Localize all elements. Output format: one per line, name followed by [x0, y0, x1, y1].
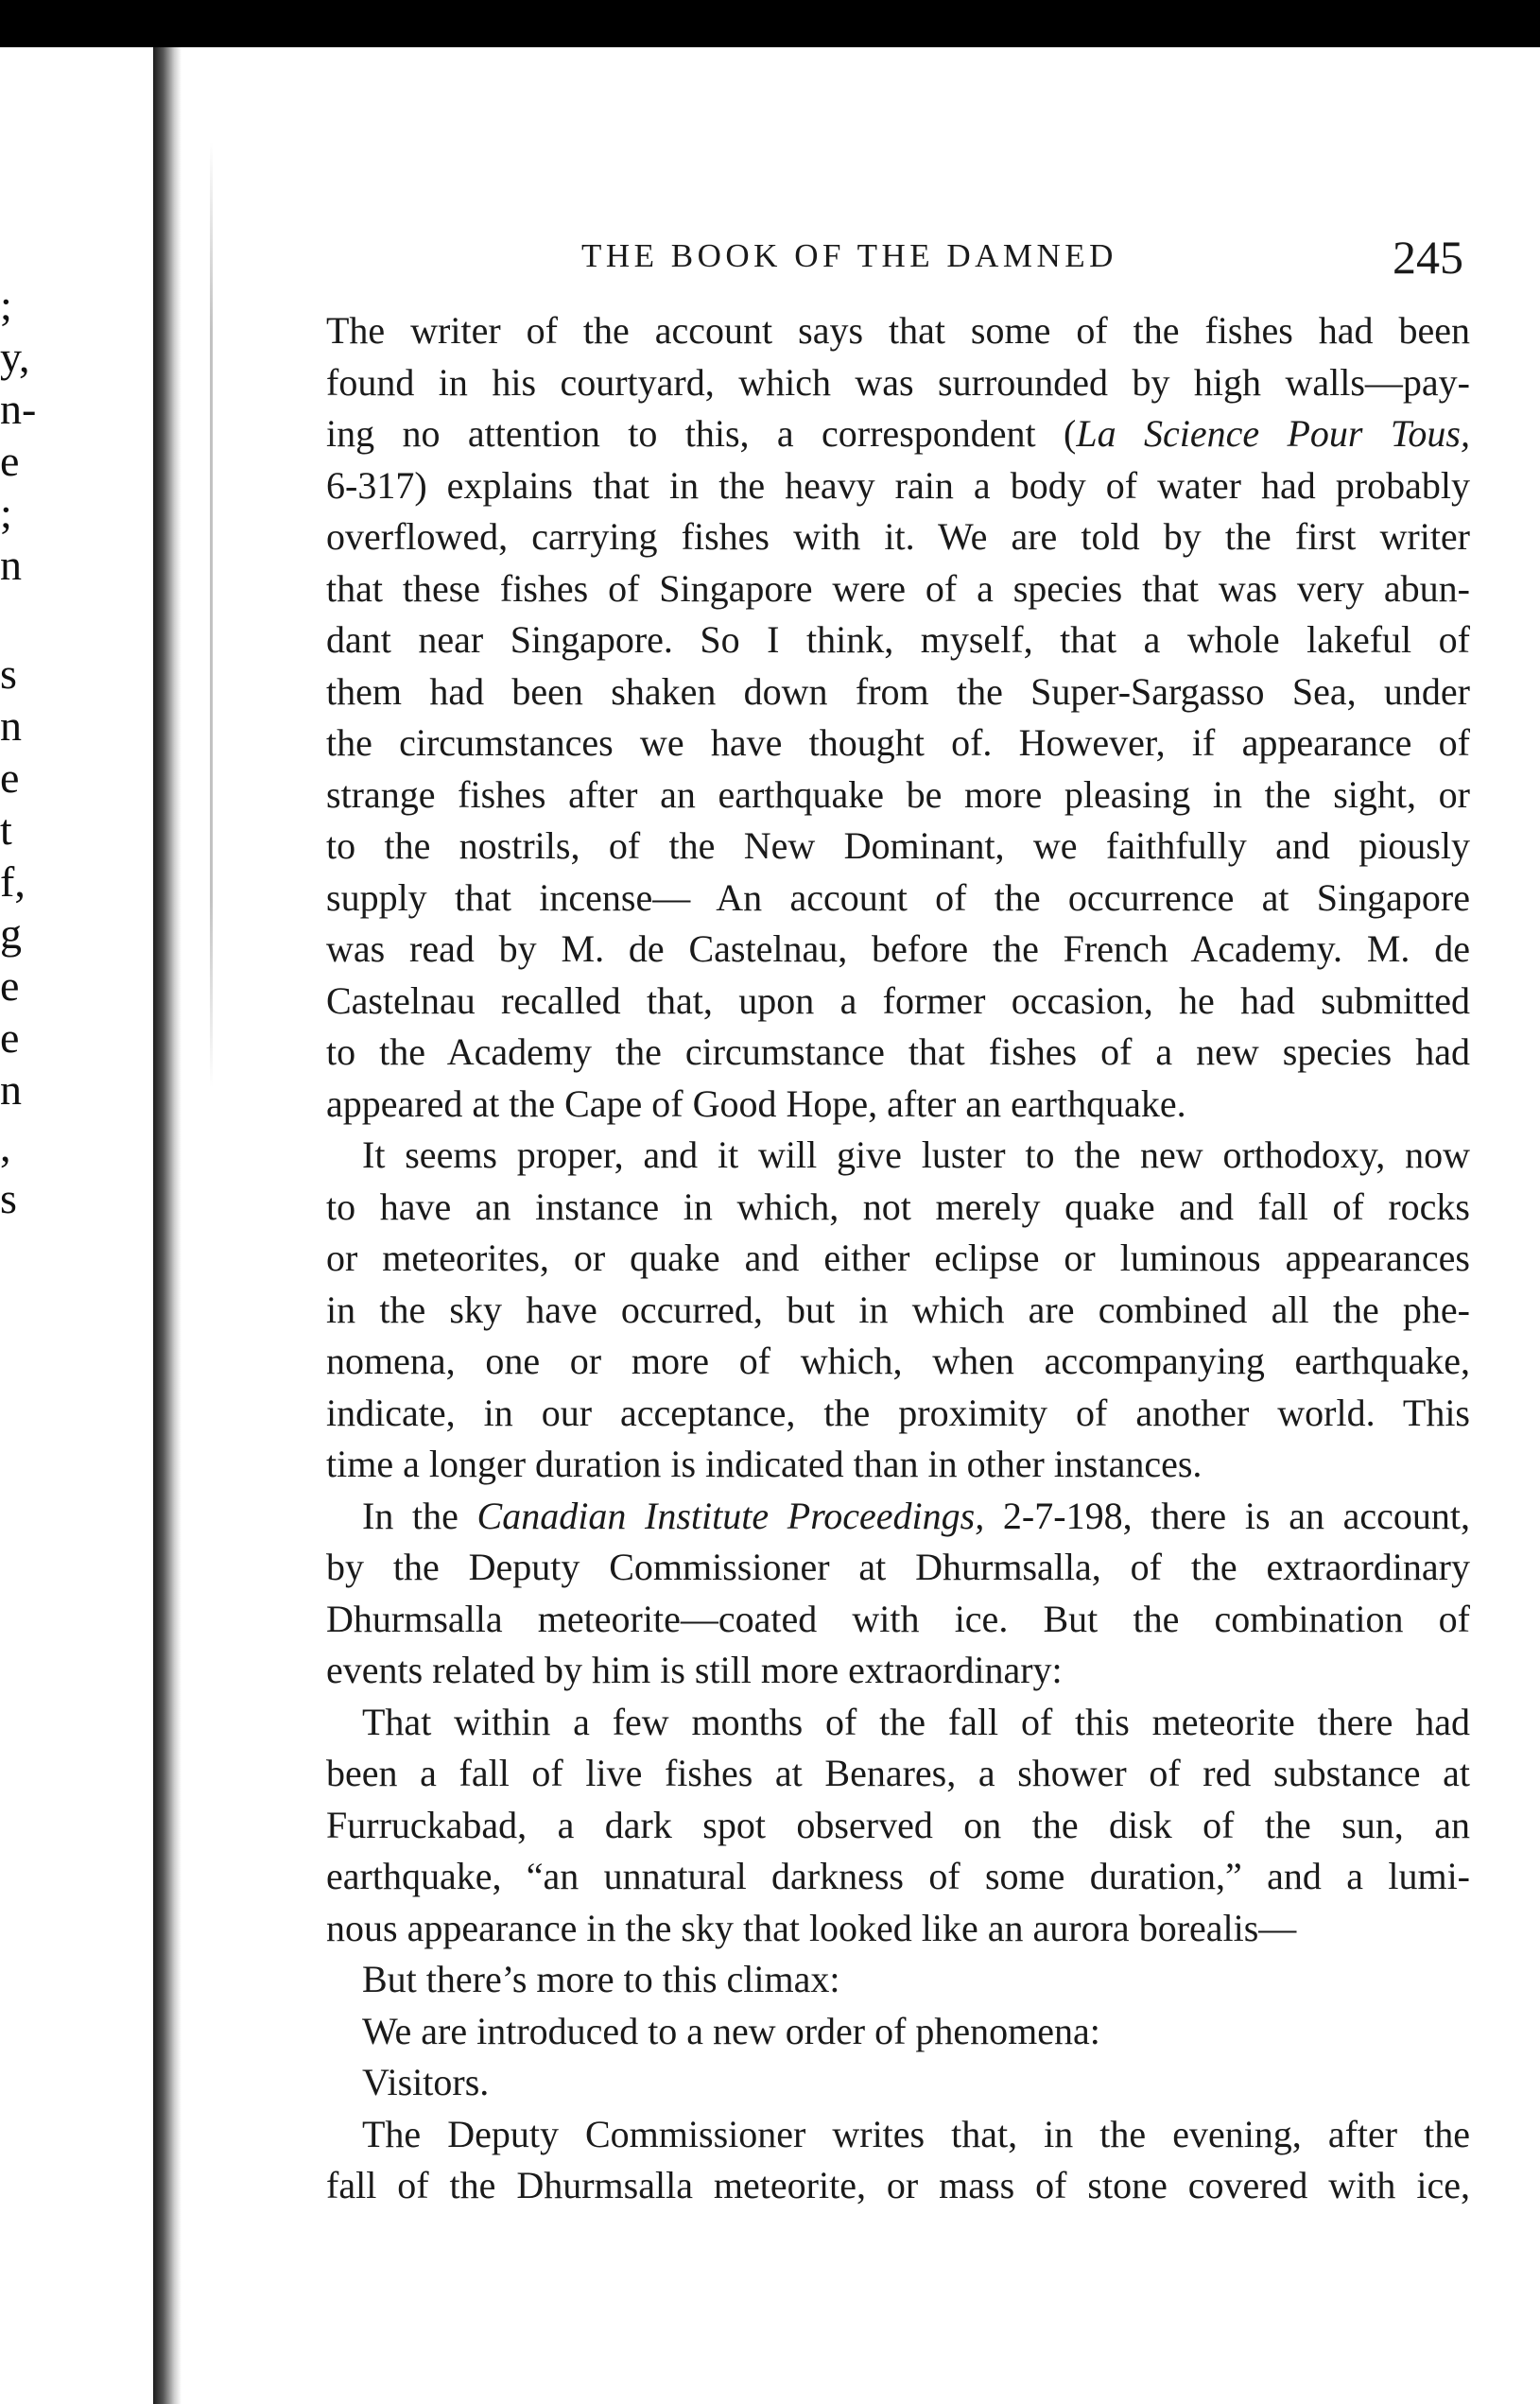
text-line: supply that incense— An account of the occurrence at Singapore	[326, 875, 1470, 919]
text-line: by the Deputy Commissioner at Dhurmsalla, of the extraordinary	[326, 1546, 1470, 1588]
margin-fragment: ,	[0, 1122, 11, 1170]
text-line: to the nostrils, of the New Dominant, we faithfully and piously	[326, 824, 1470, 867]
margin-fragment: n	[0, 701, 22, 750]
text-line: fall of the Dhurmsalla meteorite, or mass of stone covered with ice,	[326, 2164, 1470, 2206]
body-text	[326, 305, 1470, 2212]
text-line: overflowed, carrying fishes with it. We are told by the first writer	[326, 515, 1470, 558]
text-line: indicate, in our acceptance, the proximity of another world. This	[326, 1391, 1470, 1434]
text-line: The Deputy Commissioner writes that, in the evening, after the	[362, 2112, 1470, 2155]
text-line: The writer of the account says that some of the fishes had been	[326, 309, 1470, 352]
page-number: 245	[1393, 231, 1463, 284]
margin-fragment: n-	[0, 385, 37, 433]
text-line: Castelnau recalled that, upon a former occasion, he had submitted	[326, 978, 1470, 1022]
text-line	[326, 408, 1470, 460]
text-line: That within a few months of the fall of this meteorite there had	[362, 1700, 1470, 1743]
margin-fragment: ;	[0, 281, 12, 329]
text-line: nomena, one or more of which, when accompanying earthquake,	[326, 1340, 1470, 1382]
book-binding-shadow	[153, 47, 182, 2404]
text-line: appeared at the Cape of Good Hope, after an earthquake.	[326, 1081, 1186, 1125]
text-line: the circumstances we have thought of. However, if appearance of	[326, 721, 1470, 764]
text-line: time a longer duration is indicated than in other instances.	[326, 1443, 1203, 1485]
text-line: was read by M. de Castelnau, before the French Academy. M. de	[326, 927, 1470, 970]
margin-fragment: n	[0, 1065, 22, 1114]
margin-fragment: s	[0, 1174, 17, 1222]
text-line: dant near Singapore. So I think, myself, that a whole lakeful of	[326, 618, 1470, 661]
facing-page-edge	[0, 47, 52, 2404]
running-title: THE BOOK OF THE DAMNED	[581, 237, 1117, 274]
text-line: or meteorites, or quake and either eclipse or luminous appearances	[326, 1237, 1470, 1279]
margin-fragment: ;	[0, 489, 12, 537]
text-line: events related by him is still more extraordinary:	[326, 1649, 1063, 1691]
page-edge-shadow	[210, 142, 213, 1087]
margin-fragment: e	[0, 961, 20, 1010]
text-line: strange fishes after an earthquake be more pleasing in the sight, or	[326, 772, 1470, 816]
text-line: 6-317) explains that in the heavy rain a body of water had probably	[326, 463, 1470, 507]
margin-fragment: t	[0, 805, 12, 854]
citation-title: Canadian Institute Proceedings,	[476, 1494, 985, 1537]
margin-fragment: e	[0, 437, 20, 485]
text-span: ing no attention to this, a correspondent (	[326, 412, 1077, 455]
text-line: Dhurmsalla meteorite—coated with ice. But the combination of	[326, 1597, 1470, 1640]
text-line: earthquake, “an unnatural darkness of some duration,” and a lumi-	[326, 1855, 1470, 1897]
margin-fragment: g	[0, 909, 22, 958]
margin-fragment: s	[0, 649, 17, 698]
text-line: We are introduced to a new order of phenomena:	[362, 2009, 1100, 2052]
text-line: nous appearance in the sky that looked like an aurora borealis—	[326, 1906, 1297, 1949]
text-line: them had been shaken down from the Super-Sargasso Sea, under	[326, 669, 1470, 713]
text-line: It seems proper, and it will give luster to the new orthodoxy, now	[362, 1133, 1470, 1176]
text-span: 2-7-198, there is an account,	[984, 1494, 1471, 1537]
margin-fragment: e	[0, 1013, 20, 1062]
citation-title: La Science Pour Tous,	[1076, 412, 1470, 455]
text-line: Visitors.	[362, 2061, 490, 2103]
text-line	[326, 1491, 1470, 1543]
text-line: to the Academy the circumstance that fishes of a new species had	[326, 1030, 1470, 1073]
text-span: In the	[362, 1494, 477, 1537]
margin-fragment: e	[0, 753, 20, 802]
margin-fragment: y,	[0, 333, 30, 381]
text-line: found in his courtyard, which was surrounded by high walls—pay-	[326, 360, 1470, 404]
text-line: been a fall of live fishes at Benares, a shower of red substance at	[326, 1752, 1470, 1794]
running-head	[326, 230, 1475, 286]
margin-fragment: f,	[0, 857, 26, 906]
scan-border-top	[0, 0, 1540, 47]
text-line: to have an instance in which, not merely quake and fall of rocks	[326, 1185, 1470, 1228]
text-line: But there’s more to this climax:	[362, 1958, 840, 2000]
text-line: Furruckabad, a dark spot observed on the disk of the sun, an	[326, 1803, 1470, 1846]
text-line: that these fishes of Singapore were of a species that was very abun-	[326, 566, 1470, 610]
margin-fragment: n	[0, 541, 22, 589]
text-line: in the sky have occurred, but in which are combined all the phe-	[326, 1288, 1470, 1331]
